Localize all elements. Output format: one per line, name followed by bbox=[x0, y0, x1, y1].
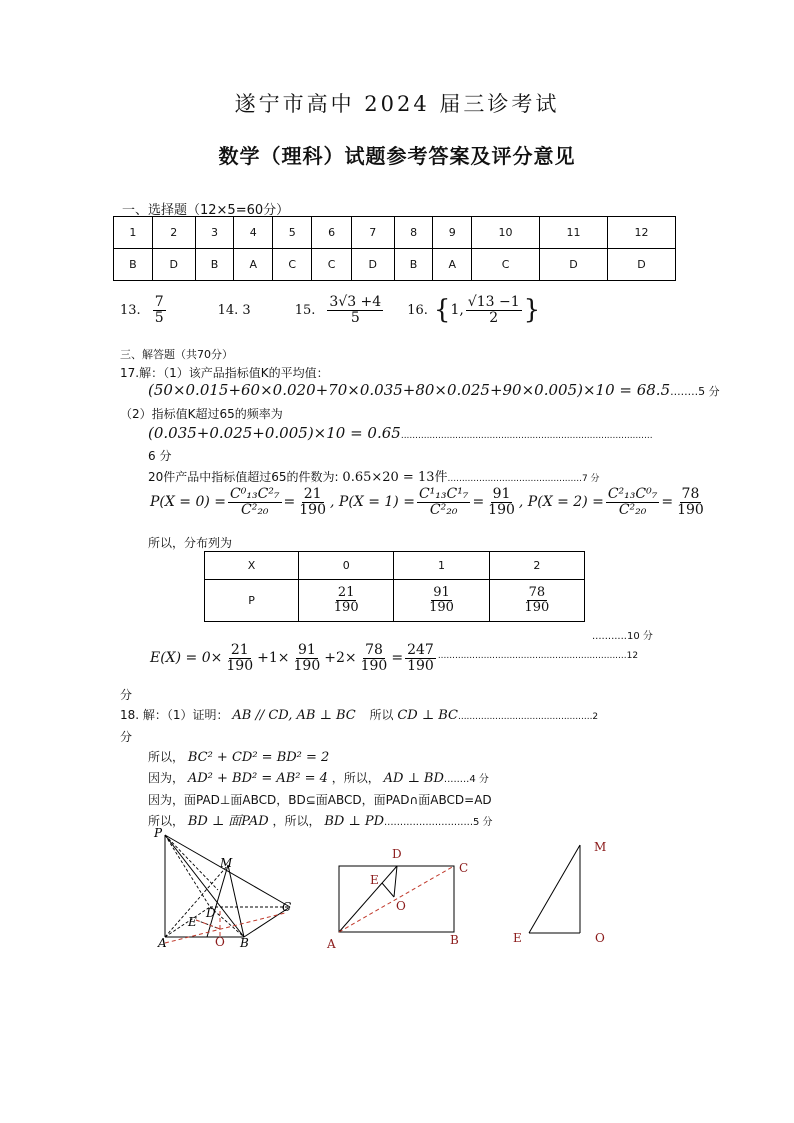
p0-value-fraction bbox=[297, 487, 328, 517]
q13-fraction bbox=[153, 295, 166, 325]
dist-num: 21 bbox=[337, 585, 355, 601]
answer-numbers-row bbox=[114, 217, 676, 249]
fig1-label: A bbox=[158, 936, 167, 950]
q17-score4: ...........10 分 bbox=[592, 631, 653, 642]
dist-num: 78 bbox=[528, 585, 546, 601]
q18-fen: 分 bbox=[120, 730, 133, 744]
ex-num: 21 bbox=[230, 642, 249, 658]
q18-line5-eq: BD ⊥ 面PAD bbox=[187, 814, 269, 829]
answer-letter: D bbox=[540, 249, 608, 281]
answer-number: 3 bbox=[195, 217, 234, 249]
answer-number: 1 bbox=[114, 217, 153, 249]
q18-line5-prefix: 所以， bbox=[148, 814, 185, 828]
distribution-cell bbox=[394, 580, 489, 622]
fig1-label: E bbox=[188, 915, 197, 929]
fig1-label: M bbox=[220, 856, 233, 870]
ex-num: 78 bbox=[365, 642, 383, 658]
answer-letter: C bbox=[312, 249, 351, 281]
q18-score2: ........4 分 bbox=[443, 774, 489, 785]
dist-num: 91 bbox=[433, 585, 450, 601]
equals-sign: = bbox=[472, 494, 485, 511]
fig3-label: O bbox=[595, 931, 605, 945]
p1-lhs: , P(X = 1) = bbox=[330, 494, 415, 511]
p2-lhs: , P(X = 2) = bbox=[518, 494, 604, 511]
triangle-edges bbox=[529, 845, 580, 933]
ex-den: 190 bbox=[407, 657, 434, 674]
p2-comb-fraction bbox=[606, 487, 660, 517]
answer-number: 4 bbox=[234, 217, 273, 249]
answer-number: 2 bbox=[152, 217, 195, 249]
q17-equation2 bbox=[148, 424, 653, 442]
distribution-header-row bbox=[205, 552, 585, 580]
pyramid-figure bbox=[150, 825, 310, 955]
p2-value-num: 78 bbox=[681, 486, 700, 502]
fig3-label: E bbox=[513, 931, 522, 945]
q14-answer: 14. 3 bbox=[217, 302, 251, 318]
triangle-figure bbox=[505, 835, 615, 950]
fig2-label: D bbox=[392, 847, 402, 861]
answer-letter: C bbox=[273, 249, 312, 281]
q17-line3 bbox=[148, 466, 600, 485]
q18-line2-prefix: 所以， bbox=[148, 750, 185, 764]
pyramid-hidden-edges bbox=[165, 835, 290, 937]
ex-den: 190 bbox=[226, 657, 254, 674]
q16-right-brace: } bbox=[523, 295, 541, 325]
distribution-prob-row bbox=[205, 580, 585, 622]
distribution-heading: 所以，分布列为 bbox=[148, 536, 233, 550]
distribution-cell bbox=[489, 580, 584, 622]
distribution-table bbox=[204, 551, 585, 622]
q18-label: 18. 解：（1）证明： bbox=[120, 708, 229, 722]
q18-line3-prefix: 因为， bbox=[148, 771, 185, 785]
p0-value-den: 190 bbox=[299, 501, 326, 518]
q15-denominator: 5 bbox=[350, 309, 360, 326]
ex-equals: = bbox=[391, 650, 404, 667]
fig1-label: O bbox=[215, 935, 225, 949]
q17-score3: ...............................................7 分 bbox=[447, 474, 600, 484]
q15-label: 15. bbox=[294, 302, 316, 318]
q17-count-equation: 0.65×20 = 13件 bbox=[342, 470, 448, 485]
q13-denominator: 5 bbox=[154, 309, 164, 326]
fig2-label: E bbox=[370, 873, 379, 887]
q18-score1: ...............................................2 bbox=[457, 712, 599, 722]
answer-letter: D bbox=[351, 249, 394, 281]
q18-line4: 因为，面PAD⊥面ABCD，BD⊆面ABCD，面PAD∩面ABCD=AD bbox=[148, 793, 492, 807]
exam-title: 遂宁市高中 2024 届三诊考试 bbox=[234, 92, 560, 116]
distribution-header-cell: 1 bbox=[394, 552, 489, 580]
distribution-row-label: P bbox=[205, 580, 299, 622]
p0-value-num: 21 bbox=[303, 486, 322, 502]
p0-comb-num: C⁰₁₃C²₇ bbox=[230, 486, 280, 502]
answer-number: 10 bbox=[472, 217, 540, 249]
q18-eq2: CD ⊥ BC bbox=[397, 708, 458, 723]
q13-numerator: 7 bbox=[154, 293, 164, 310]
ex-num: 91 bbox=[297, 642, 316, 658]
q17-score2: 6 分 bbox=[148, 449, 172, 463]
q18-line5-eq2: BD ⊥ PD bbox=[324, 814, 384, 829]
rectangle-figure bbox=[322, 840, 482, 955]
ex-den: 190 bbox=[293, 657, 321, 674]
answer-letters-row bbox=[114, 249, 676, 281]
q18-line2 bbox=[148, 748, 329, 765]
answer-letter: A bbox=[433, 249, 472, 281]
answer-number: 8 bbox=[394, 217, 433, 249]
q18-line2-eq: BC² + CD² = BD² = 2 bbox=[187, 750, 330, 765]
q17-score1: ........5 分 bbox=[670, 385, 720, 398]
fig2-label: A bbox=[327, 937, 336, 951]
ex-plus2: +2× bbox=[324, 650, 357, 667]
q16-numerator: √13 −1 bbox=[467, 293, 520, 310]
p0-comb-den: C²₂₀ bbox=[241, 501, 269, 518]
ex-num: 247 bbox=[407, 642, 434, 658]
q17-part2: （2）指标值K超过65的频率为 bbox=[120, 407, 283, 421]
distribution-cell bbox=[299, 580, 394, 622]
section1-heading: 一、选择题（12×5=60分） bbox=[122, 203, 290, 218]
document-subtitle: 数学（理科）试题参考答案及评分意见 bbox=[218, 144, 576, 168]
fill-answers bbox=[120, 290, 540, 330]
p2-comb-num: C²₁₃C⁰₇ bbox=[607, 486, 658, 502]
dist-den: 190 bbox=[429, 600, 454, 615]
section3-heading: 三、解答题（共70分） bbox=[120, 348, 233, 361]
q16-denominator: 2 bbox=[489, 309, 499, 326]
answer-number: 9 bbox=[433, 217, 472, 249]
q18-eq1: AB // CD, AB ⊥ BC bbox=[232, 708, 356, 723]
distribution-header-cell: 2 bbox=[489, 552, 584, 580]
fig1-label: P bbox=[154, 826, 163, 840]
q17-freq-equation: (0.035+0.025+0.005)×10 = 0.65 bbox=[148, 424, 401, 442]
answer-number: 7 bbox=[351, 217, 394, 249]
q16-fraction bbox=[466, 295, 522, 325]
p2-value-den: 190 bbox=[677, 501, 704, 518]
q18-score3: ............................5 分 bbox=[384, 817, 493, 828]
p1-comb-den: C²₂₀ bbox=[429, 501, 458, 518]
q18-line3-eq2: AD ⊥ BD bbox=[383, 771, 444, 786]
answer-letter: D bbox=[607, 249, 675, 281]
q16-first-element: 1, bbox=[450, 302, 464, 318]
answer-letter: A bbox=[234, 249, 273, 281]
q18-line1 bbox=[120, 706, 598, 723]
q18-line3-mid: ，所以， bbox=[331, 771, 380, 785]
distribution-header-cell: 0 bbox=[299, 552, 394, 580]
q16-left-brace: { bbox=[433, 295, 451, 325]
fig1-label: C bbox=[282, 900, 292, 914]
answer-number: 12 bbox=[607, 217, 675, 249]
fig3-label: M bbox=[594, 840, 607, 854]
fig2-label: C bbox=[459, 861, 469, 875]
q18-line5-mid: ，所以， bbox=[272, 814, 321, 828]
answer-letter: B bbox=[394, 249, 433, 281]
answer-number: 6 bbox=[312, 217, 351, 249]
p1-comb-num: C¹₁₃C¹₇ bbox=[418, 486, 469, 502]
p0-comb-fraction bbox=[228, 487, 282, 517]
fig1-label: B bbox=[240, 936, 249, 950]
dist-den: 190 bbox=[524, 600, 550, 615]
ex-den: 190 bbox=[360, 657, 388, 674]
q18-line3-eq: AD² + BD² = AB² = 4 bbox=[187, 771, 328, 786]
q17-equation1 bbox=[148, 381, 720, 399]
ex-plus1: +1× bbox=[257, 650, 290, 667]
equals-sign: = bbox=[283, 494, 296, 511]
probability-line bbox=[150, 487, 708, 517]
q18-therefore: 所以 bbox=[369, 708, 394, 722]
distribution-header-cell: X bbox=[205, 552, 299, 580]
q17-mean-equation: (50×0.015+60×0.020+70×0.035+80×0.025+90×0.005)×10 = 68.5 bbox=[148, 381, 671, 399]
ex-score: ..................................................................12 bbox=[437, 651, 639, 662]
dist-den: 190 bbox=[333, 600, 359, 615]
fig1-label: D bbox=[206, 906, 216, 920]
answer-letter: C bbox=[472, 249, 540, 281]
answer-letter: D bbox=[152, 249, 195, 281]
q17-line1: 17.解：（1）该产品指标值K的平均值： bbox=[120, 366, 329, 380]
q13-label: 13. bbox=[120, 302, 141, 318]
q16-label: 16. bbox=[407, 302, 428, 318]
answer-number: 5 bbox=[273, 217, 312, 249]
q17-line3-text: 20件产品中指标值超过65的件数为: bbox=[148, 470, 339, 484]
answer-letter: B bbox=[114, 249, 153, 281]
p0-lhs: P(X = 0) = bbox=[150, 494, 227, 511]
q18-line3 bbox=[148, 769, 489, 786]
q15-fraction bbox=[327, 295, 383, 325]
p2-comb-den: C²₂₀ bbox=[618, 501, 647, 518]
q17-dots2: ........................................................................................ bbox=[400, 431, 653, 441]
fig2-label: B bbox=[450, 933, 459, 947]
ex-fen: 分 bbox=[120, 688, 133, 702]
answer-table bbox=[113, 216, 676, 281]
ex-lhs: E(X) = 0× bbox=[150, 650, 223, 667]
fig2-label: O bbox=[396, 899, 406, 913]
pyramid-solid-edges bbox=[165, 835, 290, 937]
expectation-line bbox=[150, 643, 638, 673]
p1-value-fraction bbox=[486, 487, 517, 517]
q15-numerator: 3√3 +4 bbox=[329, 293, 382, 310]
p1-value-num: 91 bbox=[492, 486, 511, 502]
answer-number: 11 bbox=[540, 217, 608, 249]
p1-comb-fraction bbox=[417, 487, 471, 517]
equals-sign: = bbox=[661, 494, 674, 511]
answer-letter: B bbox=[195, 249, 234, 281]
p2-value-fraction bbox=[675, 487, 706, 517]
p1-value-den: 190 bbox=[488, 501, 515, 518]
